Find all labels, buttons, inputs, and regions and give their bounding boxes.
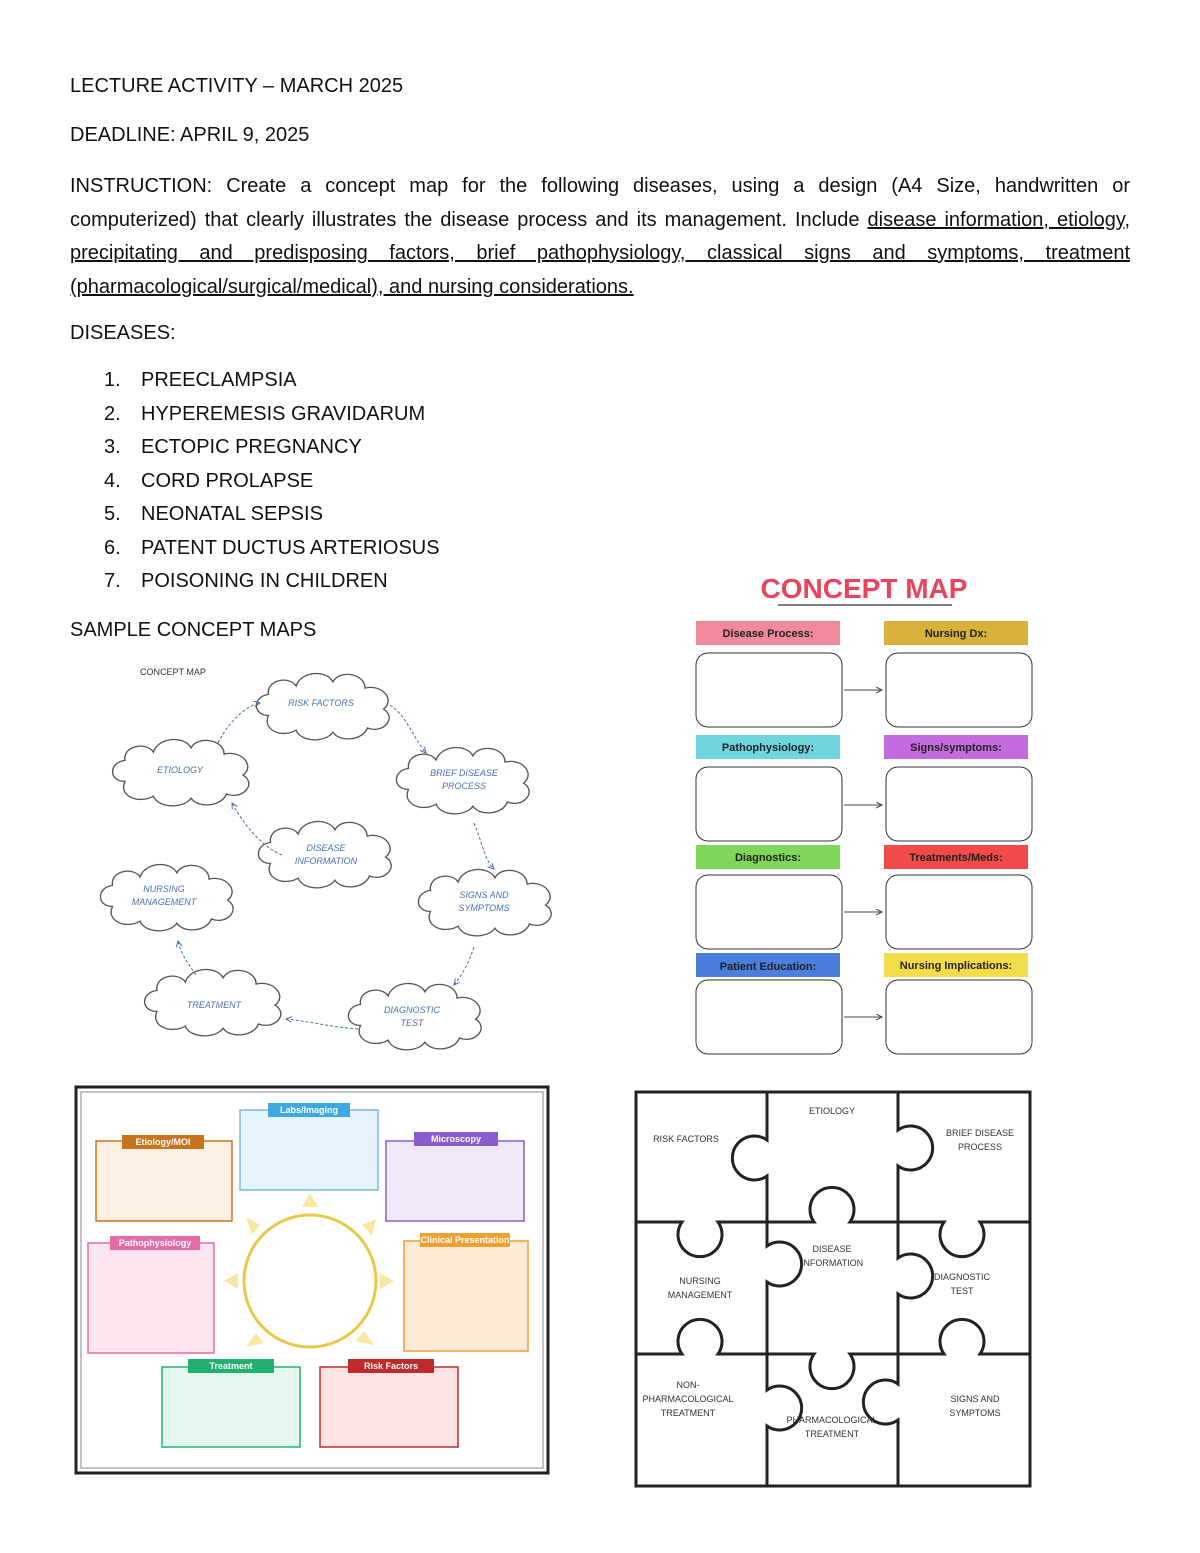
cloud-treatment xyxy=(145,970,281,1036)
puzzle-nonpharm-1: NON- xyxy=(676,1380,700,1390)
puzzle-center-2: INFORMATION xyxy=(800,1258,864,1268)
disease-name: POISONING IN CHILDREN xyxy=(141,570,388,592)
box-etiology-moi xyxy=(96,1141,232,1221)
box-disease-process xyxy=(696,653,842,727)
box-pathophysiology xyxy=(88,1243,214,1353)
list-item xyxy=(104,536,440,570)
cloud-label: BRIEF DISEASE xyxy=(430,768,498,778)
cloud-label: SIGNS AND xyxy=(459,890,509,900)
cloud-label: DISEASE xyxy=(306,843,346,853)
disease-name: PATENT DUCTUS ARTERIOSUS xyxy=(141,536,440,559)
disease-name: CORD PROLAPSE xyxy=(141,469,314,492)
puzzle-nonpharm-2: PHARMACOLOGICAL xyxy=(642,1394,734,1404)
puzzle-diag-2: TEST xyxy=(950,1286,974,1296)
activity-title: LECTURE ACTIVITY – MARCH 2025 xyxy=(70,75,404,97)
diseases-list xyxy=(104,368,440,603)
box-patient-education xyxy=(696,980,842,1054)
labs-concept-map xyxy=(74,1085,550,1477)
puzzle-pharm-2: TREATMENT xyxy=(804,1429,860,1439)
box-signs-symptoms xyxy=(886,767,1032,841)
list-item xyxy=(104,569,440,603)
cloud-label: RISK FACTORS xyxy=(288,698,354,708)
deadline-line: DEADLINE: APRIL 9, 2025 xyxy=(70,124,310,146)
label-clinical-presentation: Clinical Presentation xyxy=(420,1235,510,1245)
label-signs-symptoms-text: Signs/symptoms: xyxy=(910,742,1002,754)
puzzle-nonpharm-3: TREATMENT xyxy=(660,1408,716,1418)
box-risk-factors xyxy=(320,1367,458,1447)
list-item xyxy=(104,502,440,536)
cloud-label: MANAGEMENT xyxy=(131,897,197,907)
list-number: 5. xyxy=(104,503,121,525)
label-etiology-moi: Etiology/MOI xyxy=(135,1137,191,1147)
disease-name: NEONATAL SEPSIS xyxy=(141,503,323,525)
label-diagnostics-text: Diagnostics: xyxy=(734,852,802,864)
disease-name: ECTOPIC PREGNANCY xyxy=(141,436,362,458)
cloud-signs-and-symptoms xyxy=(418,870,551,936)
label-risk-factors: Risk Factors xyxy=(363,1361,419,1371)
puzzle-pharm-1: PHARMACOLOGICAL xyxy=(786,1415,878,1425)
list-number: 1. xyxy=(104,369,121,391)
list-item xyxy=(104,368,440,402)
puzzle-nursing-1: NURSING xyxy=(679,1276,721,1286)
puzzle-brief-2: PROCESS xyxy=(957,1142,1003,1152)
cloud-label: NURSING xyxy=(143,884,185,894)
cloud-label: TREATMENT xyxy=(186,1000,242,1010)
label-microscopy: Microscopy xyxy=(430,1134,482,1144)
cloud-label: ETIOLOGY xyxy=(156,765,204,775)
label-treatment: Treatment xyxy=(209,1361,253,1371)
label-nursing-dx-text: Nursing Dx: xyxy=(924,628,988,640)
list-number: 4. xyxy=(104,469,121,492)
cloud-concept-map xyxy=(100,655,560,1070)
label-patient-education-text: Patient Education: xyxy=(719,961,817,973)
puzzle-center-1: DISEASE xyxy=(812,1244,852,1254)
label-treatments-meds-text: Treatments/Meds: xyxy=(909,852,1003,864)
box-microscopy xyxy=(386,1141,524,1221)
cloud-disease-information xyxy=(258,822,391,888)
cloud-brief-disease-process xyxy=(396,748,529,814)
box-treatment xyxy=(162,1367,300,1447)
cloud-risk-factors xyxy=(256,674,389,740)
cloud-label: PROCESS xyxy=(441,781,487,791)
puzzle-risk-factors: RISK FACTORS xyxy=(653,1134,719,1144)
box-labs-imaging xyxy=(240,1110,378,1190)
label-pathophysiology-text: Pathophysiology: xyxy=(721,742,815,754)
label-pathophysiology: Pathophysiology xyxy=(118,1238,192,1248)
puzzle-brief-1: BRIEF DISEASE xyxy=(945,1128,1015,1138)
diseases-heading: DISEASES: xyxy=(70,322,176,344)
puzzle-nursing-2: MANAGEMENT xyxy=(667,1290,733,1300)
box-diagnostics xyxy=(696,875,842,949)
cloud-label: DIAGNOSTIC xyxy=(383,1005,441,1015)
label-labs-imaging: Labs/Imaging xyxy=(279,1105,339,1115)
cloud-etiology xyxy=(113,740,249,806)
samples-heading: SAMPLE CONCEPT MAPS xyxy=(70,619,317,641)
cloud-diagnostic-test xyxy=(348,984,481,1050)
list-number: 2. xyxy=(104,402,121,425)
puzzle-etiology: ETIOLOGY xyxy=(808,1106,856,1116)
box-nursing-implications xyxy=(886,980,1032,1054)
box-nursing-dx xyxy=(886,653,1032,727)
instruction-underlined: disease information, etiology, precipitating and predisposing factors, brief pathophysiology, classical signs and symptoms, treatment (pharmacological/surgical/medical), and nursing considerations. xyxy=(70,208,1130,298)
instruction-paragraph xyxy=(70,170,1130,304)
puzzle-concept-map xyxy=(634,1090,1034,1490)
box-pathophysiology xyxy=(696,767,842,841)
cloud-map-caption: CONCEPT MAP xyxy=(140,667,206,677)
label-disease-process-text: Disease Process: xyxy=(722,628,814,640)
cloud-label: INFORMATION xyxy=(294,856,358,866)
cloud-label: SYMPTOMS xyxy=(458,903,510,913)
box-clinical-presentation xyxy=(404,1241,528,1351)
color-map-title: CONCEPT MAP xyxy=(760,573,968,604)
puzzle-signs-1: SIGNS AND xyxy=(950,1394,1000,1404)
list-number: 6. xyxy=(104,536,121,559)
cloud-nursing-management xyxy=(100,865,233,931)
cloud-label: TEST xyxy=(400,1018,424,1028)
color-concept-map xyxy=(688,565,1050,1060)
list-item xyxy=(104,469,440,503)
list-item xyxy=(104,435,440,469)
label-nursing-implications-text: Nursing Implications: xyxy=(899,960,1013,972)
puzzle-signs-2: SYMPTOMS xyxy=(949,1408,1001,1418)
box-treatments-meds xyxy=(886,875,1032,949)
sun-center-circle xyxy=(244,1215,376,1347)
puzzle-diag-1: DIAGNOSTIC xyxy=(933,1272,991,1282)
list-item xyxy=(104,402,440,436)
list-number: 3. xyxy=(104,436,121,458)
list-number: 7. xyxy=(104,570,121,592)
disease-name: HYPEREMESIS GRAVIDARUM xyxy=(141,402,426,425)
disease-name: PREECLAMPSIA xyxy=(141,369,297,391)
instruction-lead: INSTRUCTION: Create a concept map for the following diseases, using a design (A4 Size, handwritten or computerized) that clearly illustrates the disease process and its management. Include xyxy=(70,175,1130,231)
